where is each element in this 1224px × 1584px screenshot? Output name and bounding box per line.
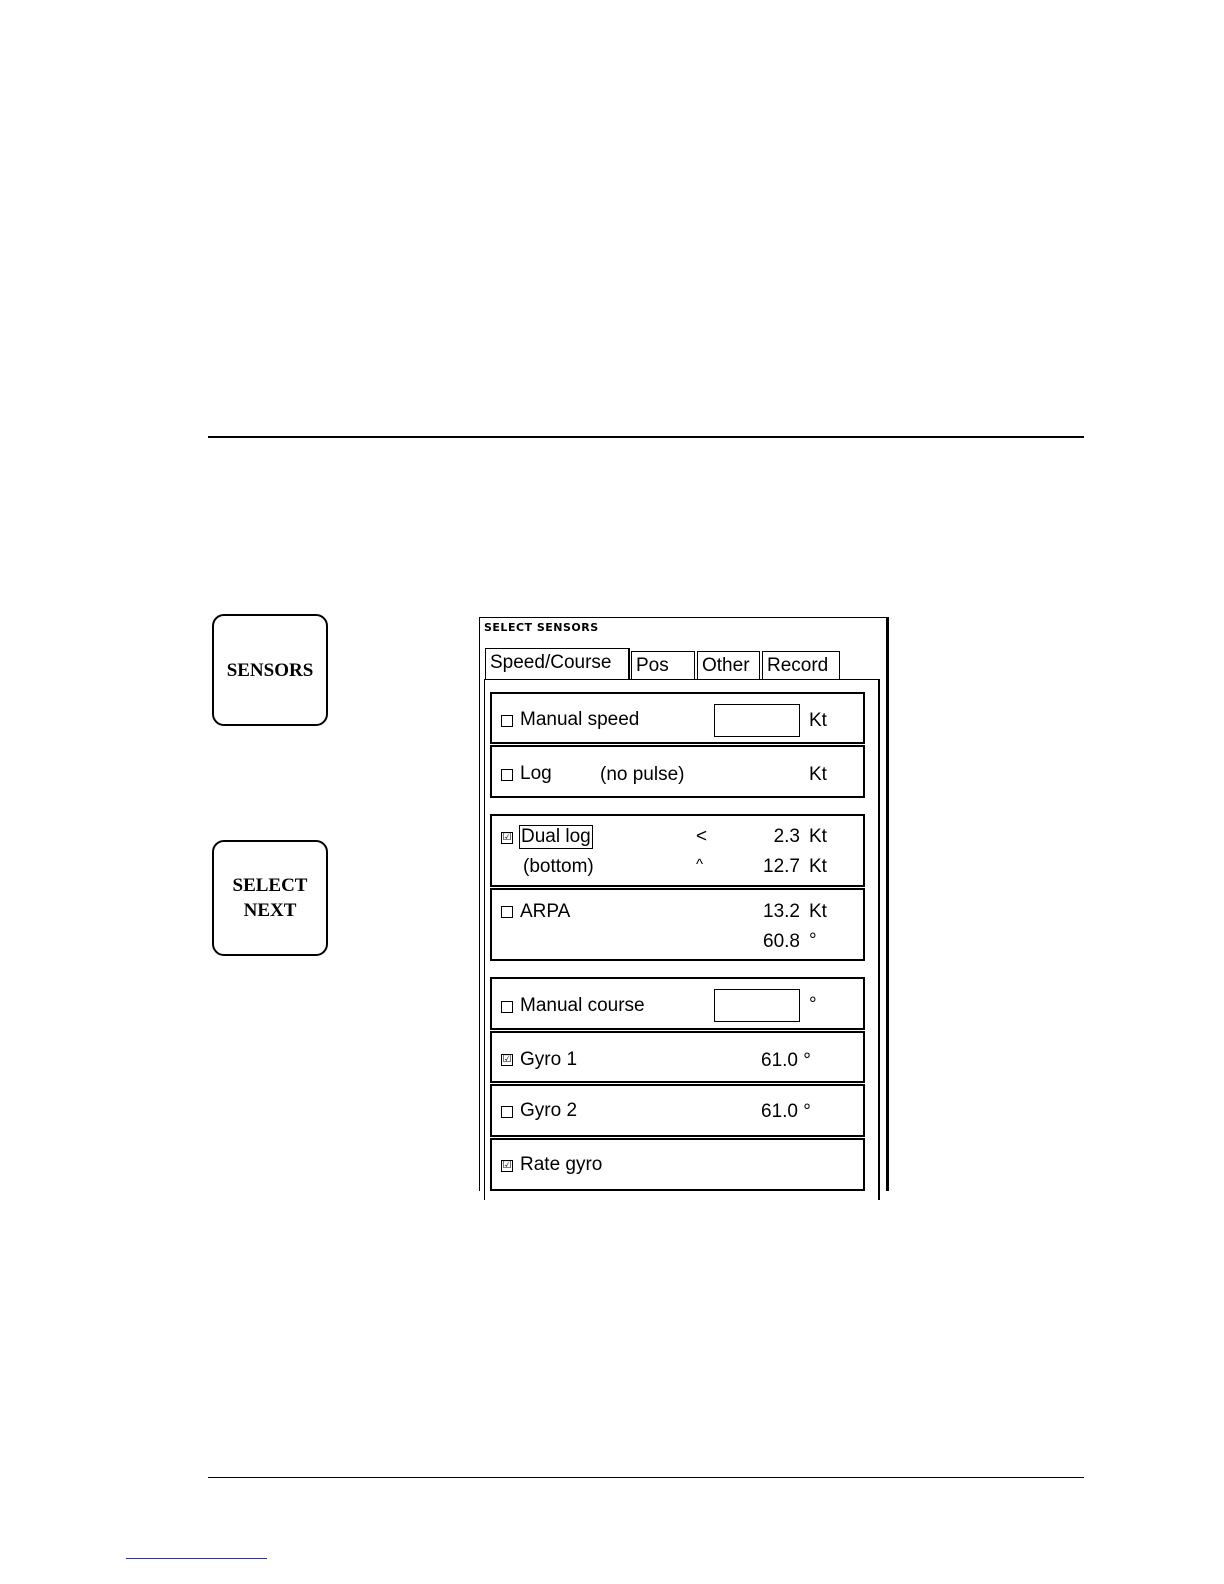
log-unit: Kt (809, 764, 827, 785)
manual-speed-unit: Kt (809, 710, 827, 731)
arpa-speed-unit: Kt (809, 901, 827, 922)
gyro-2-row (490, 1084, 865, 1137)
gyro-1-checkbox[interactable]: ☑ (502, 1054, 512, 1065)
manual-course-unit: ° (809, 994, 817, 1015)
arpa-checkbox[interactable] (501, 906, 513, 918)
manual-course-label: Manual course (520, 995, 645, 1016)
log-checkbox[interactable] (501, 769, 513, 781)
gyro-1-row (490, 1031, 865, 1083)
header-rule (208, 436, 1084, 438)
tab-speed-course[interactable]: Speed/Course (485, 648, 630, 679)
arpa-row (490, 888, 865, 961)
dual-log-direction-2: ^ (696, 856, 704, 873)
tab-other[interactable]: Other (697, 651, 760, 679)
log-status: (no pulse) (600, 764, 685, 785)
footer-rule (208, 1477, 1084, 1478)
rate-gyro-checkbox[interactable]: ☑ (502, 1160, 512, 1171)
manual-speed-label: Manual speed (520, 709, 640, 730)
arpa-course-value: 60.8 (763, 931, 800, 952)
manual-speed-checkbox[interactable] (501, 715, 513, 727)
manual-speed-input[interactable] (714, 704, 800, 737)
select-next-key[interactable] (212, 840, 328, 956)
tab-record[interactable]: Record (762, 651, 840, 679)
manual-course-input[interactable] (714, 989, 800, 1022)
arpa-label: ARPA (520, 901, 571, 922)
gyro-2-checkbox[interactable] (501, 1106, 513, 1118)
arpa-speed-value: 13.2 (763, 901, 800, 922)
dual-log-sub-label: (bottom) (523, 856, 594, 877)
dual-log-unit-2: Kt (809, 856, 827, 877)
manual-course-row (490, 977, 865, 1030)
dual-log-direction-1: < (696, 826, 708, 847)
gyro-2-label: Gyro 2 (520, 1100, 578, 1121)
dual-log-label[interactable]: Dual log (521, 826, 591, 847)
manual-course-checkbox[interactable] (501, 1001, 513, 1013)
gyro-1-label: Gyro 1 (520, 1049, 578, 1070)
footer-link-underline (126, 1558, 267, 1559)
gyro-1-value: 61.0 ° (761, 1050, 811, 1071)
dual-log-unit-1: Kt (809, 826, 827, 847)
dual-log-value-1: 2.3 (773, 826, 800, 847)
sensors-key[interactable] (212, 614, 328, 726)
manual-speed-row (490, 692, 865, 744)
dual-log-row (490, 814, 865, 887)
sensors-key-label: SENSORS (226, 659, 314, 681)
log-row (490, 745, 865, 798)
dual-log-value-2: 12.7 (763, 856, 800, 877)
rate-gyro-label: Rate gyro (520, 1154, 603, 1175)
dialog-title: SELECT SENSORS (484, 621, 599, 634)
dual-log-checkbox[interactable]: ☑ (502, 832, 512, 843)
arpa-course-unit: ° (809, 930, 817, 951)
select-next-key-label: SELECT NEXT (232, 875, 308, 921)
tab-pos[interactable]: Pos (631, 651, 695, 679)
rate-gyro-row (490, 1138, 865, 1191)
gyro-2-value: 61.0 ° (761, 1101, 811, 1122)
log-label: Log (520, 763, 552, 784)
